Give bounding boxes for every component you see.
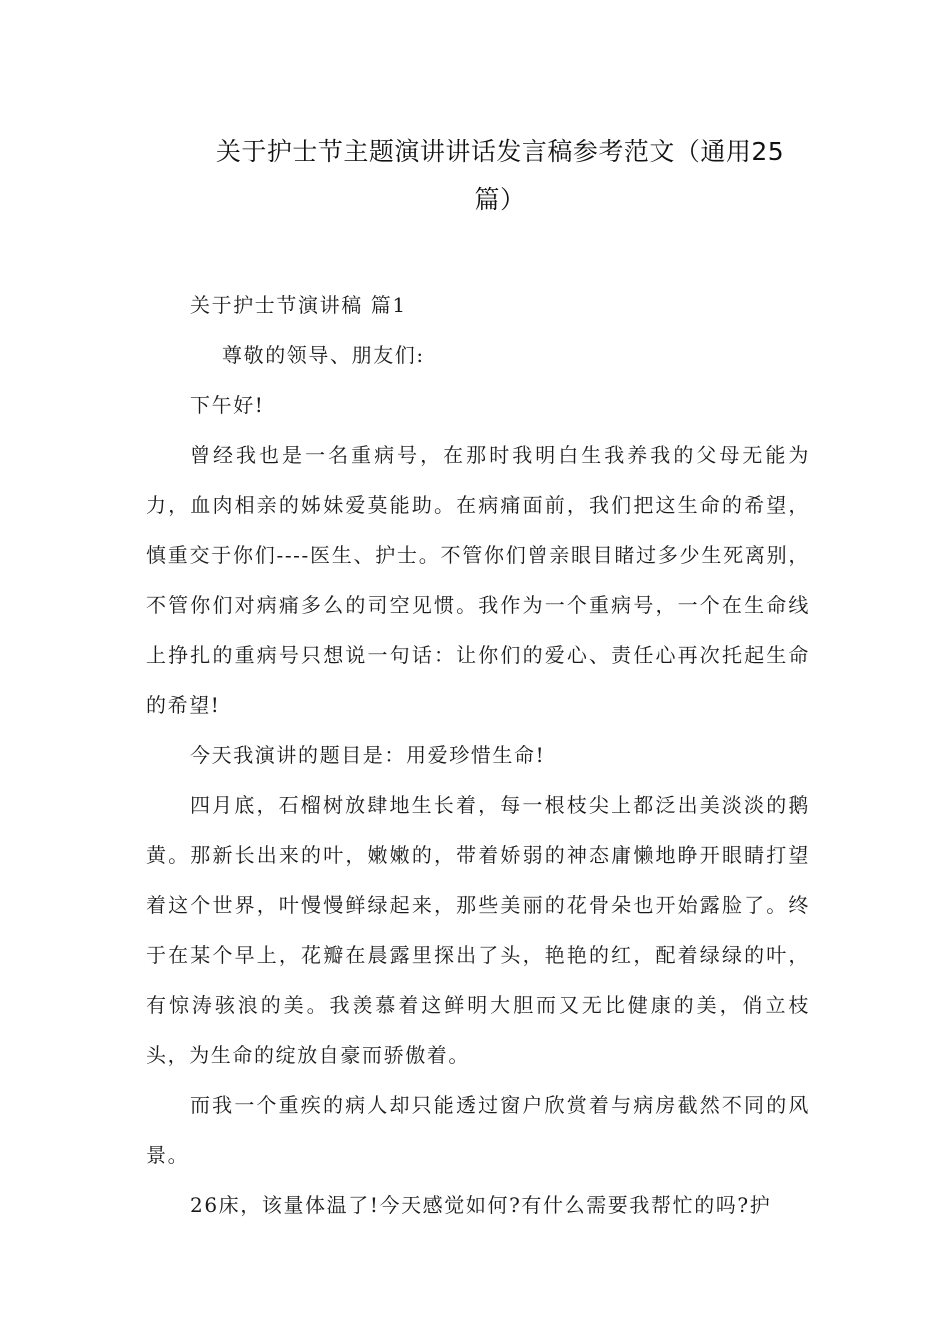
paragraph-4: 而我一个重疾的病人却只能透过窗户欣赏着与病房截然不同的风景。 — [146, 1093, 810, 1167]
salutation-line: 下午好! — [190, 393, 265, 417]
document-body — [146, 280, 810, 1230]
title-line-1: 关于护士节主题演讲讲话发言稿参考范文（通用25 — [215, 137, 785, 166]
title-line-2: 篇） — [474, 185, 526, 214]
paragraph-3: 四月底，石榴树放肆地生长着，每一根枝尖上都泛出美淡淡的鹅黄。那新长出来的叶，嫩嫩的，带着娇弱的神态庸懒地睁开眼睛打望着这个世界，叶慢慢鲜绿起来，那些美丽的花骨朵也开始露脸了。终于在某个早上，花瓣在晨露里探出了头，艳艳的红，配着绿绿的叶，有惊涛骇浪的美。我羡慕着这鲜明大胆而又无比健康的美，俏立枝头，为生命的绽放自豪而骄傲着。 — [146, 793, 810, 1067]
paragraph-2: 今天我演讲的题目是：用爱珍惜生命! — [190, 743, 546, 767]
document-title — [190, 128, 810, 224]
paragraph-5: 26床，该量体温了!今天感觉如何?有什么需要我帮忙的吗?护 — [190, 1193, 772, 1217]
section-heading: 关于护士节演讲稿 篇1 — [190, 293, 407, 317]
paragraph-1: 曾经我也是一名重病号，在那时我明白生我养我的父母无能为力，血肉相亲的姊妹爱莫能助。在病痛面前，我们把这生命的希望，慎重交于你们----医生、护士。不管你们曾亲眼目睹过多少生死离别，不管你们对病痛多么的司空见惯。我作为一个重病号，一个在生命线上挣扎的重病号只想说一句话：让你们的爱心、责任心再次托起生命的希望! — [146, 443, 810, 717]
greeting-line: 尊敬的领导、朋友们: — [222, 343, 425, 367]
